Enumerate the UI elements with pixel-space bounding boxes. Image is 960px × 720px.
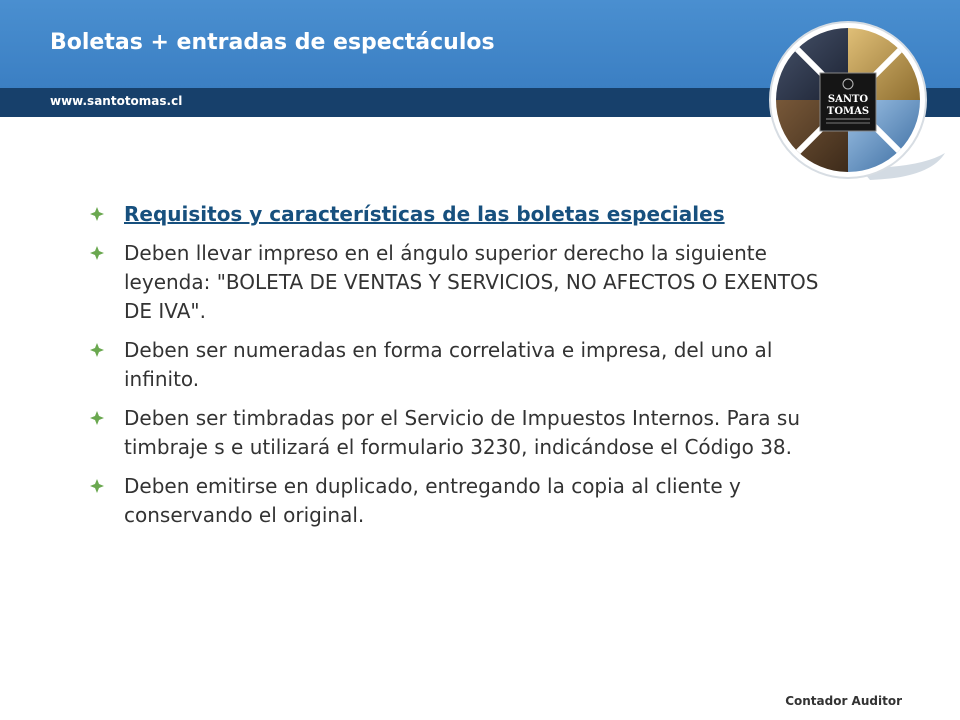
bullet-item [90, 336, 850, 394]
bullet-text: Deben ser timbradas por el Servicio de Impuestos Internos. Para su timbraje s e utilizará el formulario 3230, indicándose el Código 38. [124, 406, 800, 459]
bullet-text: Deben llevar impreso en el ángulo superior derecho la siguiente leyenda: "BOLETA DE VENTAS Y SERVICIOS, NO AFECTOS O EXENTOS DE IVA". [124, 241, 819, 323]
logo-line2: TOMAS [826, 106, 870, 117]
bullet-item [90, 239, 850, 326]
footer-label: Contador Auditor [785, 694, 902, 708]
diamond-bullet-icon [90, 246, 104, 260]
bullet-text: Deben emitirse en duplicado, entregando la copia al cliente y conservando el original. [124, 474, 741, 527]
bullet-heading[interactable] [90, 200, 850, 229]
diamond-bullet-icon [90, 207, 104, 221]
diamond-bullet-icon [90, 343, 104, 357]
diamond-bullet-icon [90, 411, 104, 425]
logo-line1: SANTO [827, 94, 869, 105]
requirements-link[interactable]: Requisitos y características de las boletas especiales [124, 202, 725, 226]
bullet-list [90, 200, 850, 540]
santo-tomas-emblem [760, 18, 950, 188]
bullet-item [90, 472, 850, 530]
bullet-item [90, 404, 850, 462]
website-url: www.santotomas.cl [50, 94, 183, 108]
bullet-text: Deben ser numeradas en forma correlativa e impresa, del uno al infinito. [124, 338, 773, 391]
slide-title: Boletas + entradas de espectáculos [50, 30, 495, 55]
diamond-bullet-icon [90, 479, 104, 493]
